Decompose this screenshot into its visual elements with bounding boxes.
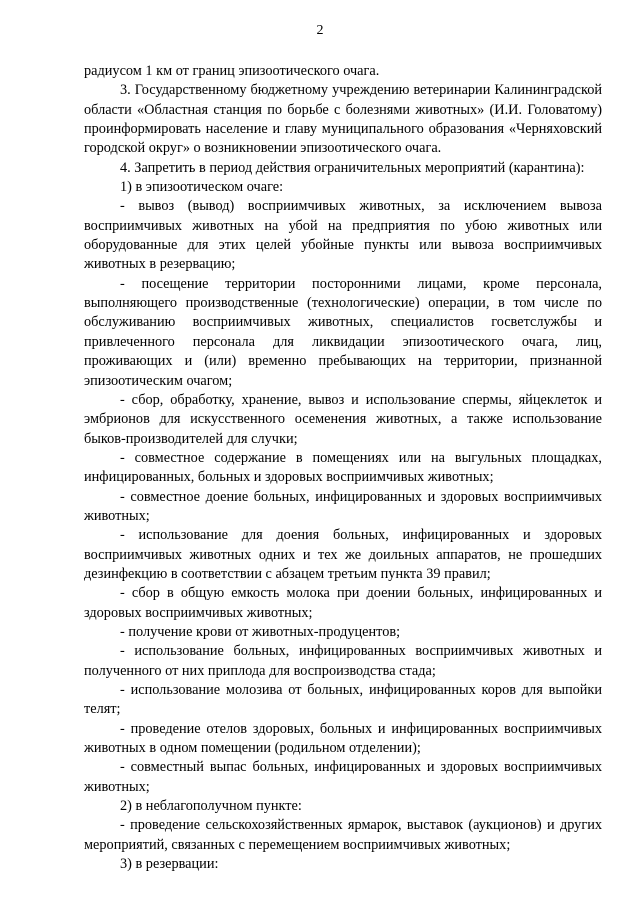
paragraph: - совместное содержание в помещениях или на выгульных площадках, инфицированных, больных и здоровых восприимчивых животных; bbox=[84, 449, 602, 486]
paragraph: - проведение сельскохозяйственных ярмарок, выставок (аукционов) и других мероприятий, связанных с перемещением восприимчивых животных; bbox=[84, 817, 602, 853]
paragraph: - использование молозива от больных, инфицированных коров для выпойки телят; bbox=[84, 682, 602, 718]
paragraph: 1) в эпизоотическом очаге: bbox=[120, 179, 284, 196]
paragraph: - использование для доения больных, инфицированных и здоровых восприимчивых животных одних и тех же доильных аппаратов, не прошедших дезинфекцию в соответствии с абзацем третьим пункта 39 правил; bbox=[84, 527, 602, 582]
paragraph: 4. Запретить в период действия ограничительных мероприятий (карантина): bbox=[120, 159, 585, 176]
paragraph: - проведение отелов здоровых, больных и инфицированных восприимчивых животных в одном помещении (родильном отделении); bbox=[84, 720, 602, 757]
page-number: 2 bbox=[316, 23, 324, 38]
paragraph: радиусом 1 км от границ эпизоотического очага. bbox=[84, 63, 380, 79]
paragraph: 2) в неблагополучном пункте: bbox=[120, 798, 302, 815]
paragraph: 3. Государственному бюджетному учреждению ветеринарии Калининградской области «Областная станция по борьбе с болезнями животных» (И.И. Головатому) проинформировать население и главу муниципального образования «Черняховский городской округ» о возникновении эпизоотического очага. bbox=[84, 82, 602, 157]
paragraph: - посещение территории посторонними лицами, кроме персонала, выполняющего производственные (технологические) операции, в том числе по обслуживанию восприимчивых животных, специалистов госветслужбы и привлеченного персонала для ликвидации эпизоотического очага, лиц, проживающих и (или) временно пребывающих на территории, признанной эпизоотическим очагом; bbox=[84, 275, 602, 389]
paragraph: - сбор, обработку, хранение, вывоз и использование спермы, яйцеклеток и эмбрионов для искусственного осеменения животных, а также использование быков-производителей для случки; bbox=[84, 391, 602, 447]
paragraph: - вывоз (вывод) восприимчивых животных, за исключением вывоза восприимчивых животных на убой на предприятия по убою животных или оборудованные для этих целей убойные пункты или вывоза восприимчивых животных в резервацию; bbox=[84, 198, 602, 273]
paragraph: - совместный выпас больных, инфицированных и здоровых восприимчивых животных; bbox=[84, 759, 602, 795]
paragraph: - получение крови от животных-продуцентов; bbox=[120, 623, 401, 640]
paragraph: - сбор в общую емкость молока при доении больных, инфицированных и здоровых восприимчивых животных; bbox=[84, 585, 602, 621]
paragraph: - использование больных, инфицированных восприимчивых животных и полученного от них приплода для воспроизводства стада; bbox=[84, 643, 602, 679]
paragraph: - совместное доение больных, инфицированных и здоровых восприимчивых животных; bbox=[84, 488, 602, 524]
paragraph: 3) в резервации: bbox=[120, 856, 219, 873]
document-body bbox=[84, 62, 602, 874]
